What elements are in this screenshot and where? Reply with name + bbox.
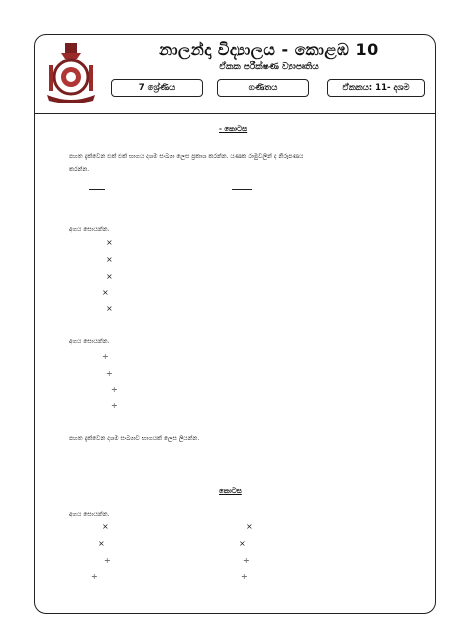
write-fraction-label: පහත දැක්වෙන දශම සංඛ්‍යාව භාගයක් ලෙස ලියන්න. bbox=[69, 435, 200, 442]
exam-sheet bbox=[34, 34, 436, 614]
divide-symbol: ÷ bbox=[241, 572, 248, 581]
subject-box: ගණිතය bbox=[217, 79, 309, 97]
grade-box: 7 ශ්‍රේණිය bbox=[111, 79, 203, 97]
part-b-find-values-label: අගය සොයන්න. bbox=[69, 511, 110, 518]
divide-symbol: ÷ bbox=[106, 369, 113, 378]
divide-symbol: ÷ bbox=[111, 385, 118, 394]
find-values-1-label: අගය සොයන්න. bbox=[69, 226, 110, 233]
unit-box: ඒකකය: 11- දශම bbox=[327, 79, 425, 97]
part-b-title: කොටස bbox=[219, 487, 242, 495]
multiply-symbol: × bbox=[102, 288, 109, 297]
divide-symbol: ÷ bbox=[104, 556, 111, 565]
multiply-symbol: × bbox=[106, 238, 113, 247]
header-divider bbox=[35, 113, 435, 114]
part-a-instruction-line2: කරන්න. bbox=[69, 166, 90, 173]
multiply-symbol: × bbox=[246, 522, 253, 531]
multiply-symbol: × bbox=[102, 522, 109, 531]
multiply-symbol: × bbox=[106, 272, 113, 281]
multiply-symbol: × bbox=[239, 539, 246, 548]
school-crest-icon bbox=[43, 41, 99, 103]
part-a-instruction-line1: පහත දැක්වෙන එක් එක් භාගය දශම සංඛ්‍යා ලෙස ප්‍රකාශ කරන්න. යණක රාමුවලින් ද නිරූපණය bbox=[69, 153, 304, 160]
find-values-2-label: අගය සොයන්න. bbox=[69, 338, 110, 345]
multiply-symbol: × bbox=[98, 539, 105, 548]
divide-symbol: ÷ bbox=[243, 556, 250, 565]
part-a-title: - කොටස bbox=[219, 125, 248, 133]
answer-blank-2 bbox=[232, 189, 252, 190]
answer-blank-1 bbox=[89, 189, 105, 190]
school-name: නාලන්දා විද්‍යාලය - කොළඹ 10 bbox=[159, 40, 379, 59]
unit-test-title: ඒකක පරීක්ෂණ ව්‍යාපෘතිය bbox=[219, 62, 319, 72]
divide-symbol: ÷ bbox=[111, 401, 118, 410]
divide-symbol: ÷ bbox=[91, 572, 98, 581]
multiply-symbol: × bbox=[106, 255, 113, 264]
multiply-symbol: × bbox=[106, 304, 113, 313]
exam-header bbox=[35, 35, 435, 109]
divide-symbol: ÷ bbox=[102, 352, 109, 361]
